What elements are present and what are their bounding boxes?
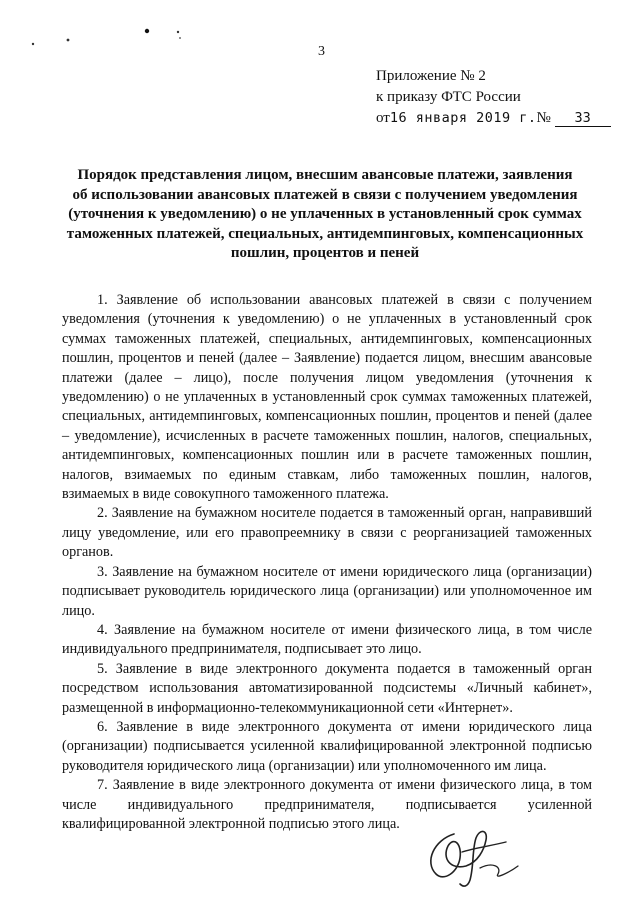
order-date: 16 января 2019 г. bbox=[389, 110, 537, 126]
order-number: 33 bbox=[555, 110, 611, 127]
document-title bbox=[60, 166, 590, 264]
title-line: пошлин, процентов и пеней bbox=[230, 245, 420, 261]
title-line: (уточнения к уведомлению) о не уплаченных в установленный срок суммах bbox=[68, 206, 582, 222]
paragraph-6: 6. Заявление в виде электронного документа от имени юридического лица (организации) подписывается усиленной квалифицированной электронной подписью руководителя юридического лица (организации) или уполномоченного им лица. bbox=[62, 718, 592, 774]
paragraph-4: 4. Заявление на бумажном носителе от имени физического лица, в том числе индивидуального предпринимателя, подписывает это лицо. bbox=[62, 621, 592, 658]
title-line: об использовании авансовых платежей в связи с получением уведомления bbox=[72, 186, 578, 203]
paragraph-3: 3. Заявление на бумажном носителе от имени юридического лица (организации) подписывает руководитель юридического лица (организации) или уполномоченное им лицо. bbox=[62, 563, 592, 619]
paragraph-1: 1. Заявление об использовании авансовых платежей в связи с получением уведомления (уточнения к уведомлению) о не уплаченных в установленный срок суммах таможенных платежей, специальных, антидемпинговых, компенсационных пошлин, процентов и пеней (далее – Заявление) подается лицом, внесшим авансовые платежи (далее – лицо), после получения лицом уведомления (уточнения к уведомлению) о не уплаченных в установленный срок суммах таможенных платежей, специальных, антидемпинговых, компенсационных пошлин, процентов и пеней (далее – уведомление), исчисленных в расчете таможенных пошлин, налогов, специальных, антидемпинговых, компенсационных пошлин или в расчете таможенных пошлин, налогов, взимаемых по единым ставкам, либо таможенных пошлин, налогов, взимаемых в виде совокупного таможенного платежа. bbox=[62, 292, 592, 503]
paragraph-7: 7. Заявление в виде электронного документа от имени физического лица, в том числе индивидуального предпринимателя, подписывается усиленной квалифицированной электронной подписью этого лица. bbox=[62, 777, 592, 832]
scan-specks bbox=[30, 24, 200, 54]
order-date-line bbox=[376, 108, 616, 129]
page-number: 3 bbox=[318, 44, 325, 59]
title-line: таможенных платежей, специальных, антидемпинговых, компенсационных bbox=[66, 225, 584, 242]
document-body bbox=[62, 291, 592, 834]
appendix-label: Приложение № 2 bbox=[376, 68, 486, 84]
handwritten-signature bbox=[414, 822, 524, 892]
title-line: Порядок представления лицом, внесшим авансовые платежи, заявления bbox=[77, 167, 573, 183]
paragraph-5: 5. Заявление в виде электронного документа подается в таможенный орган посредством использования автоматизированной подсистемы «Личный кабинет», размещенной в информационно-телекоммуникационной сети «Интернет». bbox=[62, 660, 592, 716]
appendix-header bbox=[376, 66, 616, 129]
order-reference: к приказу ФТС России bbox=[376, 89, 521, 105]
paragraph-2: 2. Заявление на бумажном носителе подается в таможенный орган, направивший лицу уведомление, или его правопреемнику в связи с реорганизацией таможенных органов. bbox=[62, 505, 592, 561]
date-prefix: от bbox=[376, 110, 390, 126]
number-prefix: № bbox=[536, 110, 551, 126]
